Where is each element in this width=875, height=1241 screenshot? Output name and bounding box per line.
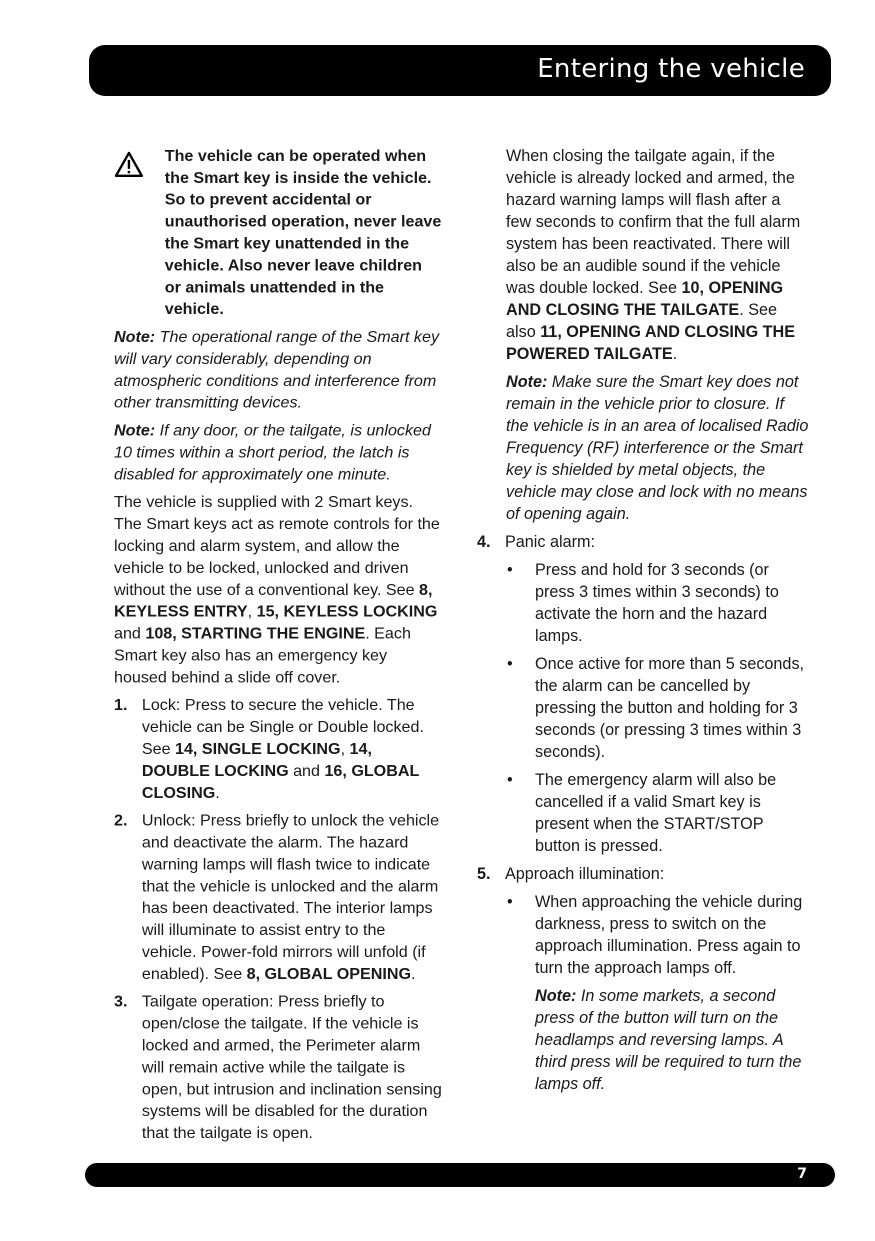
note-smart-key — [477, 371, 809, 525]
bullet-icon: • — [507, 655, 513, 673]
list-item — [506, 891, 809, 979]
note-text: The operational range of the Smart key will vary considerably, depending on atmospheric conditions and interference from other transmitting devices. — [114, 328, 440, 412]
item-body — [142, 810, 443, 985]
item-number: 5. — [477, 865, 491, 883]
note-label: Note: — [506, 373, 548, 391]
link-global-opening[interactable]: 8, GLOBAL OPENING — [246, 964, 412, 983]
paragraph-text: When closing the tailgate again, if the vehicle is already locked and armed, the hazard warning lamps will flash after a few seconds to confirm that the full alarm system has been reactivated. There will also be an audible sound if the vehicle was double locked. See — [506, 147, 801, 297]
intro-paragraph — [114, 491, 442, 688]
item-text: Tailgate operation: Press briefly to open/close the tailgate. If the vehicle is locked and armed, the Perimeter alarm will remain active while the tailgate is open, but intrusion and inclination sensing systems will be disabled for the duration that the tailgate is open. — [141, 992, 442, 1143]
item-text: Panic alarm: — [505, 533, 595, 551]
link-single-locking[interactable]: 14, SINGLE LOCKING — [175, 740, 341, 758]
item-number: 1. — [114, 696, 128, 715]
page-title: Entering the vehicle — [537, 54, 805, 84]
list-item — [506, 653, 809, 763]
intro-text-end: . Each Smart key also has an emergency key housed behind a slide off cover. — [114, 624, 411, 687]
list-item — [506, 769, 809, 857]
item-end: . — [411, 964, 416, 983]
note-text: In some markets, a second press of the button will turn on the headlamps and reversing lamps. A third press will be required to turn the lamps off. — [535, 987, 802, 1093]
right-column — [477, 145, 809, 1101]
list-item-panic — [477, 531, 809, 553]
bullet-text: Press and hold for 3 seconds (or press 3 times within 3 seconds) to activate the horn and the hazard lamps. — [535, 561, 779, 645]
bullet-icon: • — [507, 561, 513, 579]
note-range — [114, 326, 442, 414]
link-powered-tailgate[interactable]: 11, OPENING AND CLOSING THE POWERED TAILGATE — [506, 323, 796, 363]
separator: , — [340, 740, 350, 758]
separator: and — [288, 761, 325, 780]
warning-triangle-icon — [114, 145, 165, 320]
warning-text: The vehicle can be operated when the Smart key is inside the vehicle. So to prevent accidental or unauthorised operation, never leave the Smart key unattended in the vehicle. Also never leave children or animals unattended in the vehicle. — [164, 146, 442, 319]
note-latch — [114, 420, 442, 486]
link-keyless-locking[interactable]: 15, KEYLESS LOCKING — [256, 602, 438, 621]
list-item-unlock — [114, 810, 442, 985]
list-item-lock — [114, 694, 442, 803]
list-item-approach — [477, 863, 809, 885]
item-number: 3. — [114, 992, 128, 1011]
note-text: Make sure the Smart key does not remain in the vehicle prior to closure. If the vehicle is in an area of localised Radio Frequency (RF) interference or the Smart key is shielded by metal objects, the vehicle may close and lock with no means of opening again. — [506, 373, 809, 523]
paragraph-end: . — [672, 345, 678, 363]
note-label: Note: — [535, 987, 577, 1005]
note-label: Note: — [114, 421, 156, 440]
item-number: 4. — [477, 533, 491, 551]
panic-bullets — [477, 559, 809, 857]
link-opening-closing-tailgate[interactable]: 10, OPENING AND CLOSING THE TAILGATE — [506, 279, 784, 319]
footer-bar — [85, 1163, 835, 1187]
tailgate-continued — [477, 145, 809, 365]
paragraph-text: . See also — [506, 301, 778, 341]
item-body — [142, 694, 443, 803]
note-text: If any door, or the tailgate, is unlocked 10 times within a short period, the latch is disabled for approximately one minute. — [114, 421, 431, 484]
item-end: . — [215, 783, 220, 802]
approach-bullets — [477, 891, 809, 1095]
item-text: Unlock: Press briefly to unlock the vehicle and deactivate the alarm. The hazard warning lamps will flash twice to indicate that the vehicle is unlocked and the alarm has been deactivated. The interior lamps will illuminate to assist entry to the vehicle. Power-fold mirrors will unfold (if enabled). See — [141, 811, 440, 983]
bullet-text: When approaching the vehicle during darkness, press to switch on the approach illumination. Press again to turn the approach lamps off. — [535, 893, 803, 977]
link-double-locking[interactable]: 14, DOUBLE LOCKING — [141, 740, 372, 780]
link-keyless-entry[interactable]: 8, KEYLESS ENTRY — [114, 580, 433, 621]
bullet-icon: • — [507, 771, 513, 789]
page-number: 7 — [797, 1166, 807, 1182]
note-markets — [506, 985, 809, 1095]
bullet-text: Once active for more than 5 seconds, the alarm can be cancelled by pressing the button and holding for 3 seconds (or pressing 3 times within 3 seconds). — [535, 655, 805, 761]
bullet-text: The emergency alarm will also be cancelled if a valid Smart key is present when the START/STOP button is pressed. — [535, 771, 777, 855]
bullet-icon: • — [507, 893, 513, 911]
link-global-closing[interactable]: 16, GLOBAL CLOSING — [141, 761, 420, 802]
list-item — [506, 559, 809, 647]
item-text: Approach illumination: — [505, 865, 665, 883]
list-item-tailgate — [114, 991, 442, 1144]
separator: and — [114, 624, 146, 643]
warning-block — [114, 145, 442, 320]
link-starting-engine[interactable]: 108, STARTING THE ENGINE — [145, 624, 366, 643]
note-label: Note: — [114, 328, 156, 346]
left-column — [114, 145, 442, 1150]
header-bar — [89, 45, 831, 96]
intro-text: The vehicle is supplied with 2 Smart keys. The Smart keys act as remote controls for the locking and alarm system, and allow the vehicle to be locked, unlocked and driven without the use of a conventional key. See — [114, 493, 440, 599]
item-text: Lock: Press to secure the vehicle. The vehicle can be Single or Double locked. See — [141, 696, 424, 758]
item-number: 2. — [114, 811, 128, 830]
separator: , — [247, 602, 257, 621]
